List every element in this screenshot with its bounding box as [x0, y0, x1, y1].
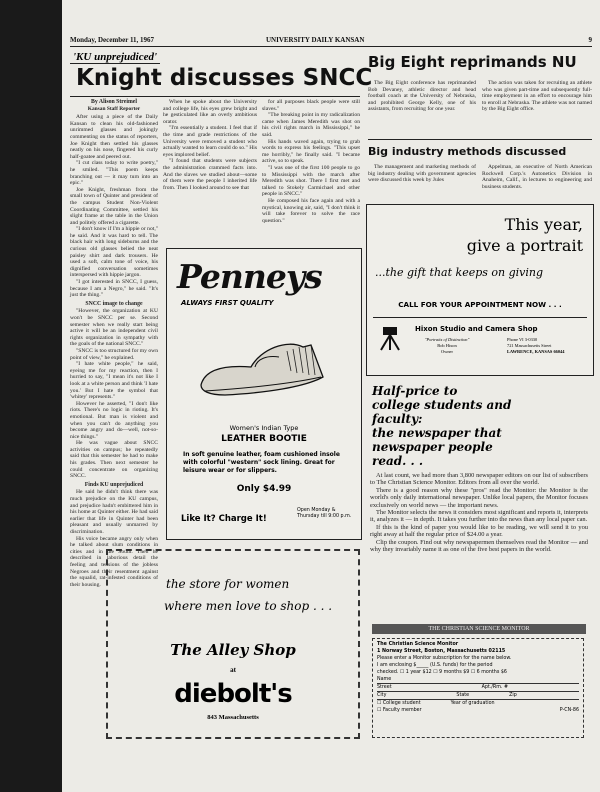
byline: By Alison Streimel: [91, 99, 137, 105]
studio-phone: Phone VI 3-0330: [507, 337, 538, 342]
zip-label: Zip: [509, 693, 517, 698]
paragraph: Appelman, an executive of North American Rockwell Corp.'s Autonetics Division in Anaheim, Calif., in lectures to engineering and business students.: [482, 164, 592, 190]
csm-headline-line: faculty:: [372, 412, 423, 426]
studio-owner-title: Owner: [441, 349, 453, 354]
industry-headline: Big industry methods discussed: [368, 145, 567, 158]
studio-motto: "Portraits of Distinction": [424, 337, 470, 342]
main-headline: Knight discusses SNCC: [76, 65, 373, 91]
main-story-column-3: [262, 99, 360, 245]
paragraph: If this is the kind of paper you would like to be reading, we will send it to you right away at half the regular price of $24.00 a year.: [370, 523, 588, 539]
csm-ad: [366, 380, 592, 740]
big8-column-2: [482, 80, 592, 132]
studio-name: Hixon Studio and Camera Shop: [415, 325, 538, 333]
alley-shop-ad: [106, 549, 360, 739]
newspaper-page: [62, 0, 600, 792]
diebolts-logo: diebolt's: [174, 679, 292, 709]
headline-rule: [70, 96, 360, 97]
paragraph: "I hate white people," he said, eyeing me for my reaction, then I hurried to say, "I mean it's not like I look at a white person and think 'I hate you.' But I hate the symbol that 'whitey' represents.": [70, 361, 158, 401]
alley-shop-name: The Alley Shop: [170, 641, 296, 659]
subhead: Finds KU unprejudiced: [84, 481, 144, 488]
coupon-line: Please enter a Monitor subscription for the name below.: [377, 656, 512, 661]
alley-line-1: the store for women: [166, 577, 290, 591]
byline-title: Kansan Staff Reporter: [87, 105, 141, 112]
penneys-tagline: ALWAYS FIRST QUALITY: [181, 299, 274, 307]
paragraph: He said he didn't think there was much prejudice on the KU campus, and prejudice hadn't embittered him in his home at Quinter either. He had said earlier that life in Quinter had been pleasant and usually unmarred by discrimination.: [70, 489, 158, 535]
moccasin-bootie-icon: [195, 325, 327, 401]
main-story-column-1: [70, 99, 158, 588]
big8-column-1: [368, 80, 476, 132]
paragraph: There is a good reason why these "pros" read the Monitor: the Monitor is the world's only daily international newspaper. Unlike local papers, the Monitor focuses exclusively on world news — the important news.: [370, 486, 588, 509]
paragraph: The Big Eight conference has reprimanded Bob Devaney, athletic director and head football coach at the University of Nebraska, and prohibited George Kelly, one of his assistants, from recruiting for one year.: [368, 80, 476, 113]
penneys-hours: Open Monday & Thursday till 9:00 p.m.: [297, 508, 352, 519]
state-label: State: [456, 693, 470, 698]
paragraph: "I'm essentially a student. I feel that if the time and grade restrictions of the University were removed a student who actually wanted to learn could do so." His eyes implored belief.: [163, 125, 257, 158]
student-label: ☐ College student: [377, 701, 421, 706]
paragraph: Joe Knight, freshman from the small town of Quinter and president of the campus Student Non-Violent Coordinating Committee, settled his slight frame at the table in the Union and politely offered a cigarette.: [70, 186, 158, 226]
csm-headline-line: college students and: [372, 398, 512, 412]
csm-headline-line: newspaper people: [372, 440, 493, 454]
paragraph: The Monitor selects the news it considers most significant and reports it, interprets it, analyzes it — in depth. It takes you further into the news than any local paper can.: [370, 509, 588, 524]
paragraph: The action was taken for recruiting an athlete who was given part-time and subsequently full-time employment in an effort to encourage him to enroll at Nebraska. The athlete was not named by the Big Eight office.: [482, 80, 592, 113]
penneys-logo: Penneys: [177, 257, 322, 296]
paragraph: "I was one of the first 100 people to go to Mississippi with the march after Meredith was shot. There I first met and talked to Stokely Carmichael and other people in SNCC.": [262, 164, 360, 198]
coupon-term-options[interactable]: checked. ☐ 1 year $12 ☐ 9 months $9 ☐ 6 months $6: [377, 670, 507, 675]
big8-headline: Big Eight reprimands NU: [368, 53, 577, 71]
paragraph: for all purposes black people were still slaves.": [262, 99, 360, 112]
paragraph: "I cut class today to write poetry," he smiled. "This poem keeps branching out — it may turn into an epic.": [70, 160, 158, 187]
csm-masthead: THE CHRISTIAN SCIENCE MONITOR: [372, 624, 586, 634]
header-date: Monday, December 11, 1967: [70, 36, 155, 44]
csm-headline-line: read. . .: [372, 454, 424, 468]
paragraph: "I don't know if I'm a hippie or not," he said. And it was hard to tell. The black hair with long sideburns and the curious old glasses belied the neat paisley shirt and dark trousers. He used a soft, calm tone of voice, his dignified conversation sometimes interspersed with hippie jargon.: [70, 226, 158, 279]
paragraph: At last count, we had more than 3,800 newspaper editors on our list of subscribers to The Christian Science Monitor. Editors from all over the world.: [370, 472, 588, 487]
alley-address: 843 Massachusetts: [207, 714, 259, 721]
coupon-city-field[interactable]: [377, 692, 579, 700]
name-label: Name: [377, 677, 392, 682]
paragraph: After using a piece of the Daily Kansan to clean his old-fashioned unrimmed glasses and jokingly commenting on the status of reporters, Joe Knight then settled his glasses neatly on his nose, fingered his curly half-goatee and peered out.: [70, 114, 158, 160]
penneys-price: Only $4.99: [236, 484, 292, 494]
camera-tripod-icon: [377, 325, 403, 351]
city-label: City: [377, 693, 387, 698]
coupon-faculty-option[interactable]: [377, 707, 579, 714]
portrait-ad: [366, 204, 594, 376]
paragraph: His hands waved again, trying to grab words to express his feelings. "This upset me horribly," he finally said. "I became active, so to speak.: [262, 138, 360, 165]
paragraph: Clip the coupon. Find out why newspapermen themselves read the Monitor — and why they invariably name it as one of the five best papers in the world.: [370, 538, 588, 554]
story-kicker: 'KU unprejudiced': [70, 51, 160, 64]
penneys-cta: Like It? Charge It!: [181, 514, 267, 524]
faculty-label: ☐ Faculty member: [377, 708, 422, 713]
coupon-line: I am enclosing $_____ (U.S. funds) for the period: [377, 663, 493, 668]
alley-at: at: [230, 666, 236, 674]
paragraph: When he spoke about the University and college life, his eyes grew bright and he gesticulated like an overly ambitious orator.: [163, 99, 257, 125]
csm-headline-line: Half-price to: [372, 384, 458, 398]
penneys-description: In soft genuine leather, foam cushioned insole with colorful "western" sock lining. Great for leisure wear or for slippers.: [183, 451, 340, 474]
paragraph: However he asserted, "I don't like riots. There's no logic in rioting. It's emotional. But man is violent and when you can't do anything you become angry and do—well, not-so-nice things.": [70, 400, 158, 440]
portrait-tagline: ...the gift that keeps on giving: [375, 266, 544, 279]
header-paper-name: UNIVERSITY DAILY KANSAN: [266, 36, 365, 44]
coupon-address: 1 Norway Street, Boston, Massachusetts 02115: [377, 649, 506, 654]
coupon-code: P-CN-86: [559, 708, 579, 713]
studio-owner: Bob Hixon: [437, 343, 457, 348]
paragraph: "However, the organization at KU won't be SNCC per se. Second semester when we really start being active it will be an independent civil rights organization in sympathy with the goals of the national SNCC.": [70, 308, 158, 348]
csm-headline: [372, 384, 590, 468]
penneys-caption: Women's Indian Type: [229, 424, 299, 432]
paragraph: He composed his face again and with a mystical, knowing air, said, "I don't think it will take forever to solve the race question.": [262, 197, 360, 224]
paragraph: The management and marketing methods of big industry dealing with government agencies were discussed this week by Jules: [368, 164, 476, 184]
industry-column-1: [368, 164, 476, 202]
coupon-street-field[interactable]: [377, 684, 579, 692]
paragraph: He was vague about SNCC activities on campus; he repeatedly said that this semester he had to make his grades. Then next semester he could concentrate on organizing SNCC.: [70, 440, 158, 480]
street-label: Street: [377, 685, 392, 690]
coupon-name-field[interactable]: [377, 676, 579, 684]
paragraph: "I found that students were subjects the administration crammed facts into. And the slaves we studied about—some of them were the people I inherited life from. Then I looked around to see that: [163, 158, 257, 191]
main-story-column-2: [163, 99, 257, 245]
paragraph: "The breaking point in my radicalization came when James Meredith was shot on his civil rights march in Mississippi," he said.: [262, 112, 360, 138]
coupon-title: The Christian Science Monitor: [377, 642, 459, 647]
studio-city: LAWRENCE, KANSAS 66044: [507, 349, 565, 354]
graduation-label: Year of graduation: [450, 701, 495, 706]
header-rule: [70, 46, 592, 47]
header-page-number: 9: [588, 36, 592, 44]
alley-line-2: where men love to shop . . .: [164, 599, 333, 613]
portrait-line-1: This year,: [504, 215, 583, 234]
coupon-student-option[interactable]: [377, 700, 579, 707]
subhead: SNCC image to change: [85, 300, 143, 307]
csm-body: [370, 472, 588, 620]
paragraph: His voice became angry only when he talked about slum conditions in cities and in the South. Then he described in laborious detail the feeling and tensions of the jobless Negroes and their resentment against the squalid, rat-infested conditions of their housing.: [70, 535, 158, 588]
penneys-ad: [166, 248, 362, 540]
subscription-coupon[interactable]: [372, 638, 584, 738]
industry-column-2: [482, 164, 592, 202]
apt-label: Apt./Rm. #: [481, 685, 509, 690]
studio-address: 721 Massachusetts Street: [507, 343, 552, 348]
portrait-rule: [373, 317, 587, 318]
penneys-product: LEATHER BOOTIE: [221, 434, 307, 444]
csm-headline-line: the newspaper that: [372, 426, 502, 440]
portrait-cta: CALL FOR YOUR APPOINTMENT NOW . . .: [398, 300, 562, 309]
paragraph: "I got interested in SNCC, I guess, because I am a Negro," he said. "It's just the thing.": [70, 279, 158, 299]
portrait-line-2: give a portrait: [466, 236, 583, 255]
paragraph: "SNCC is too structured for my own point of view," he explained.: [70, 347, 158, 361]
section-rule: [368, 139, 592, 140]
